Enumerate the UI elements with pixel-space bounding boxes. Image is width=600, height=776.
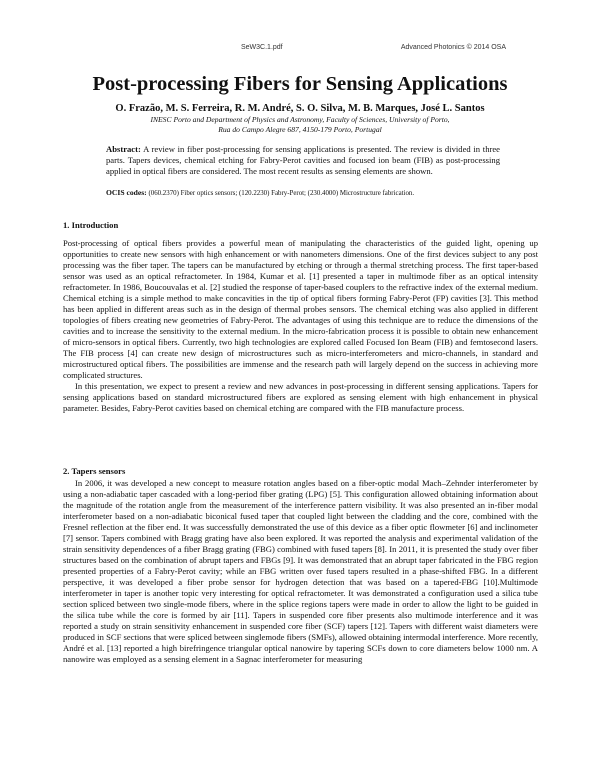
introduction-paragraph-2: In this presentation, we expect to present a review and new advances in post-processing in different sensing applications. Tapers for sensing applications based on standard microstructured fibers are explored as sensing element with high enhancement in physical parameter. Besides, Fabry-Perot cavities based on chemical etching are compared with the FIB manufacture process.: [63, 381, 538, 413]
abstract-label: Abstract:: [106, 144, 141, 154]
paper-id: SeW3C.1.pdf: [241, 44, 283, 51]
tapers-paragraph-1: In 2006, it was developed a new concept to measure rotation angles based on a fiber-optic modal Mach–Zehnder interferometer by using a non-adiabatic taper cascaded with a long-period fiber grating (LPG) [5]. This configuration allowed obtaining information about the magnitude of the rotation angle from the measurement of the interference pattern visibility. It was also presented an in-fiber modal interferometer based on a non-adiabatic biconical fused taper that coupled light between the cladding and the core, combined with the Fresnel reflection at the fiber end. It was successfully demonstrated the use of this device as a fiber optic flowmeter [6] and inclinometer [7] sensor. Tapers combined with Bragg grating have also been explored. It was reported the analysis and experimental validation of the strain sensitivity dependences of a fiber Bragg grating (FBG) combined with fused tapers [8]. In 2011, it is presented the study over fiber structures based on the combination of abrupt tapers and FBGs [9]. It was demonstrated that an abrupt taper fabricated in the FBG region presented properties of a Fabry-Perot cavity; while an FBG written over fused tapers resulted in a phase-shifted FBG. In a different perspective, it was developed a fiber probe sensor for hydrogen detection that was based on a tapered-FBG [10].Multimode interferometer in taper is another topic very interesting for optical refractometer. It was demonstrated a configuration used a silica tube section spliced between two single-mode fibers, where in the splice regions tapers were made in order to allow the light to be guided in the silica tube while the core is formed by air [11]. Tapers in suspended core fiber presents also multimode interference and it was reported a study on strain sensitivity enhancement in suspended core fiber (SCF) tapers [12]. Tapers with different waist diameters were produced in SCF sections that were spliced between singlemode fibers (SMFs), allowed obtaining intermodal interference. More recently, André et al. [13] reported a high birefringence triangular optical nanowire by tapering SCFs down to core diameters below 1000 nm. A nanowire was employed as a sensing element in a Sagnac interferometer for measuring: [63, 478, 538, 664]
paper-title: Post-processing Fibers for Sensing Applications: [92, 73, 508, 95]
ocis-codes: [106, 188, 506, 198]
author-list: O. Frazão, M. S. Ferreira, R. M. André, S. O. Silva, M. B. Marques, José L. Santos: [115, 103, 485, 114]
ocis-text: (060.2370) Fiber optics sensors; (120.2230) Fabry-Perot; (230.4000) Microstructure fabrication.: [148, 190, 415, 197]
affiliation-line-2: Rua do Campo Alegre 687, 4150-179 Porto, Portugal: [218, 124, 382, 134]
introduction-body: [63, 238, 538, 414]
abstract-text: A review in fiber post-processing for sensing applications is presented. The review is divided in three parts. Tapers devices, chemical etching for Fabry-Perot cavities and focused ion beam (FIB) as post-processing applied in optical fibers are considered. The most recent results as sensing elements are shown.: [106, 144, 500, 176]
section-heading-tapers: 2. Tapers sensors: [63, 466, 126, 476]
running-header: [0, 44, 600, 56]
abstract: [106, 144, 500, 177]
affiliation: [90, 115, 510, 134]
copyright-notice: Advanced Photonics © 2014 OSA: [400, 44, 506, 51]
section-heading-introduction: 1. Introduction: [63, 220, 119, 230]
introduction-paragraph-1: Post-processing of optical fibers provides a powerful mean of manipulating the characteristics of the guided light, opening up opportunities to create new sensors with high enhancement or with nanometers dimensions. One of the first devices subject to any post processing was the fiber taper. The tapers can be manufactured by etching or through a thermal stretching process. The first taper-based sensor was used as an optical refractometer. In 1984, Kumar et al. [1] presented a taper in multimode fiber as an optical intensity refractometer. In 1986, Boucouvalas et al. [2] studied the response of taper-based couplers to the refractive index of the external medium. Chemical etching is a simple method to make concavities in the tip of optical fibers forming Fabry-Perot (FP) cavities [3]. This method has been applied in different areas such as in the design of thermal probes sensors. The chemical etching was also applied in different topologies of fibers creating new geometries of Fabry-Perot. The advantages of using this technique are to reduce the dimensions of the cavities and to increase the sensitivity to the external medium. In the micro-fabrication process it is possible to obtain new enhancement of micro-sensors in optical fibers. Currently, two high technologies are explored called Focused Ion Beam (FIB) and femtosecond lasers. The FIB process [4] can create new design of microstructures such as micro-interferometers and micro-channels, in standard and microstructured optical fibers. The possibilities are immense and the research path will largely depend on the success in achieving more complicated structures.: [63, 238, 538, 380]
ocis-label: OCIS codes:: [106, 188, 147, 197]
tapers-body: [63, 478, 538, 665]
affiliation-line-1: INESC Porto and Department of Physics and Astronomy, Faculty of Sciences, University of Porto,: [150, 115, 450, 124]
